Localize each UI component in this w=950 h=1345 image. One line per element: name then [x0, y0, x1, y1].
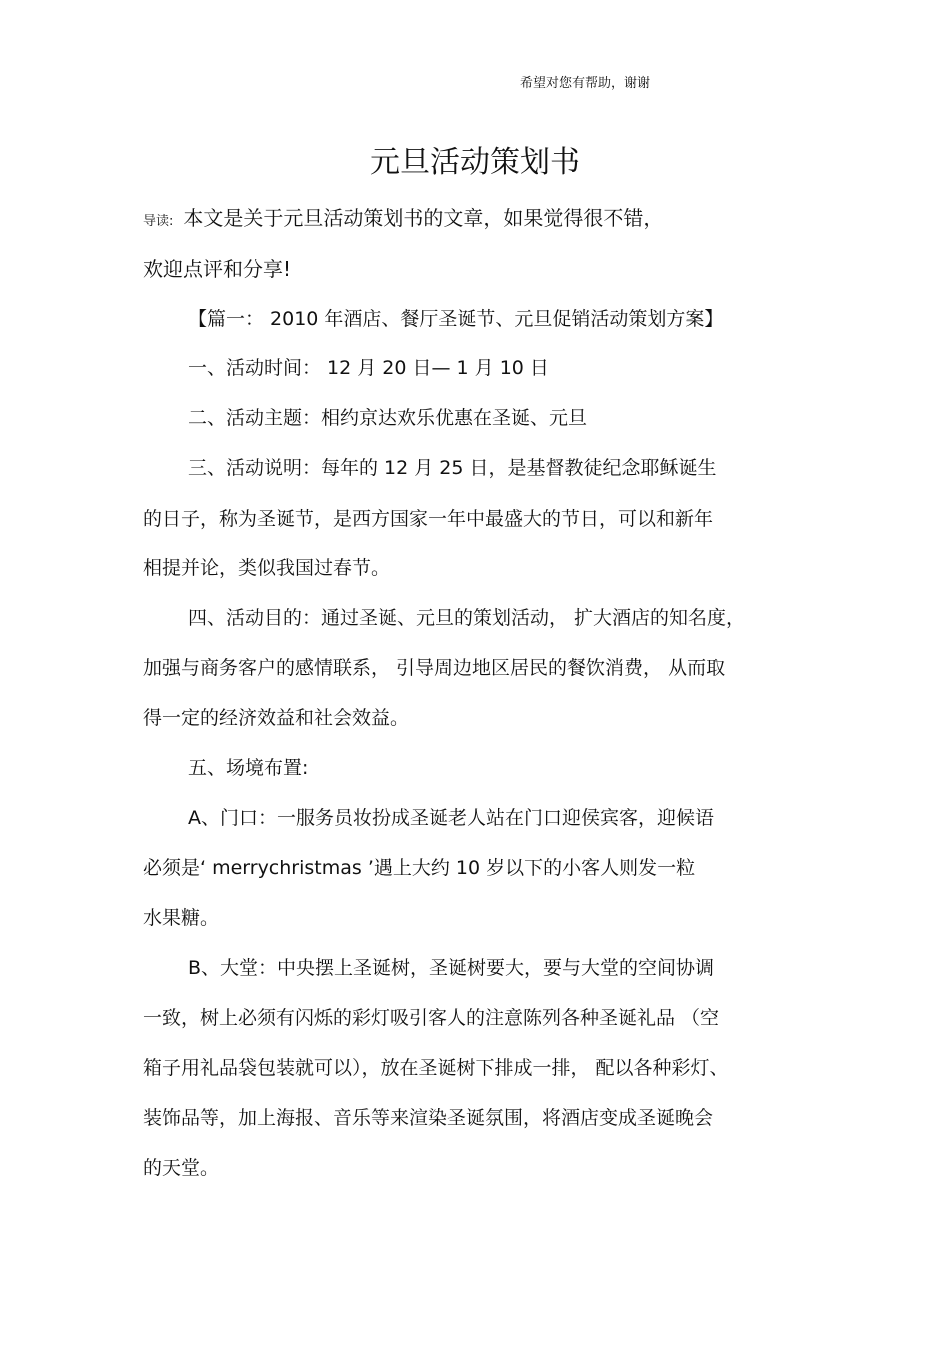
lead-line-1: [143, 205, 663, 235]
paragraph-goal-line-1: 四、活动目的：通过圣诞、元旦的策划活动， 扩大酒店的知名度，: [188, 607, 746, 629]
paragraph-theme: 二、活动主题：相约京达欢乐优惠在圣诞、元旦: [188, 407, 588, 429]
lead-line-2: 欢迎点评和分享!: [143, 257, 292, 281]
paragraph-lobby-line-1: B、大堂：中央摆上圣诞树，圣诞树要大，要与大堂的空间协调: [188, 957, 715, 979]
header-note: 希望对您有帮助，谢谢: [520, 76, 651, 91]
paragraph-lobby-line-2: 一致，树上必须有闪烁的彩灯吸引客人的注意陈列各种圣诞礼品 （空: [143, 1007, 720, 1029]
lead-label: 导读:: [143, 214, 174, 229]
section-heading: 【篇一： 2010 年酒店、餐厅圣诞节、元旦促销活动策划方案】: [188, 308, 724, 330]
page-title: 元旦活动策划书: [370, 145, 580, 180]
paragraph-goal-line-3: 得一定的经济效益和社会效益。: [143, 707, 410, 729]
paragraph-door-line-2: 必须是‘ merrychristmas ’遇上大约 10 岁以下的小客人则发一粒: [143, 857, 696, 879]
paragraph-scene-heading: 五、场境布置:: [188, 757, 309, 779]
paragraph-goal-line-2: 加强与商务客户的感情联系， 引导周边地区居民的餐饮消费， 从而取: [143, 657, 726, 679]
paragraph-door-line-3: 水果糖。: [143, 907, 220, 929]
lead-text-1: 本文是关于元旦活动策划书的文章，如果觉得很不错，: [183, 206, 664, 230]
paragraph-lobby-line-4: 装饰品等，加上海报、音乐等来渲染圣诞氛围，将酒店变成圣诞晚会: [143, 1107, 714, 1129]
paragraph-description-line-3: 相提并论，类似我国过春节。: [143, 557, 391, 579]
paragraph-description-line-1: 三、活动说明：每年的 12 月 25 日，是基督教徒纪念耶稣诞生: [188, 457, 717, 479]
paragraph-lobby-line-5: 的天堂。: [143, 1157, 220, 1179]
paragraph-door-line-1: A、门口：一服务员妆扮成圣诞老人站在门口迎侯宾客，迎候语: [188, 807, 714, 829]
paragraph-lobby-line-3: 箱子用礼品袋包装就可以），放在圣诞树下排成一排， 配以各种彩灯、: [143, 1057, 729, 1079]
paragraph-description-line-2: 的日子，称为圣诞节，是西方国家一年中最盛大的节日，可以和新年: [143, 508, 714, 530]
paragraph-time: 一、活动时间： 12 月 20 日— 1 月 10 日: [188, 357, 549, 379]
